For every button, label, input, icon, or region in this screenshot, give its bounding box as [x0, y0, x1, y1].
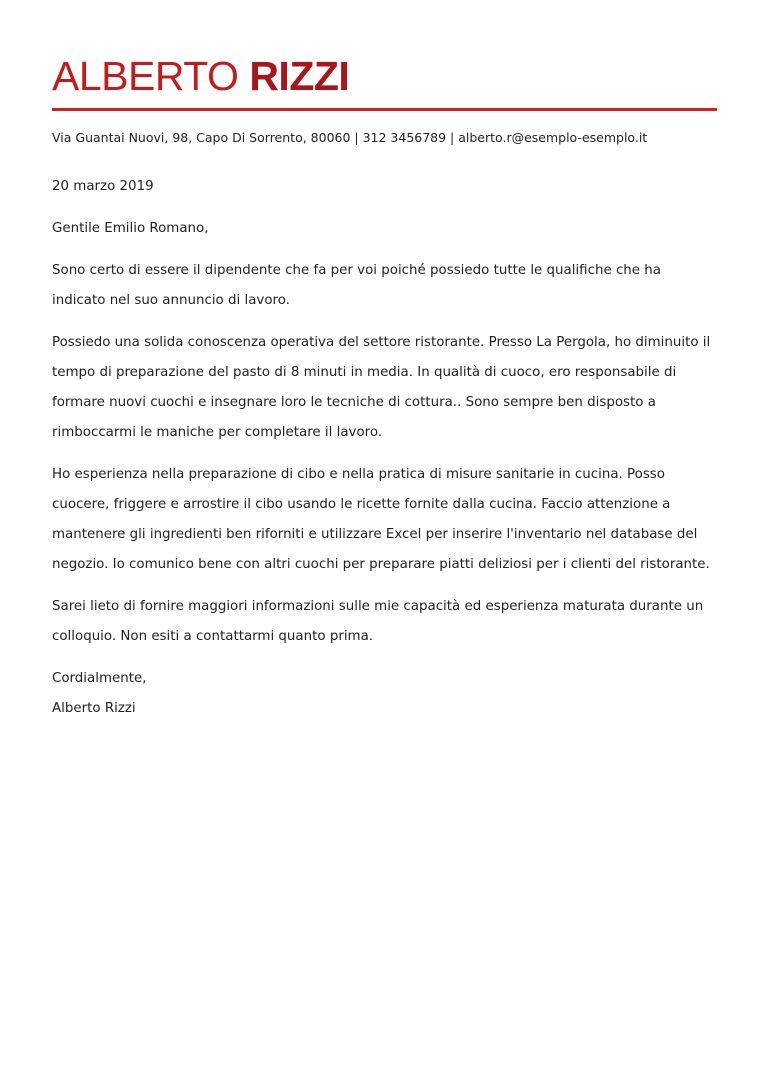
- last-name: RIZZI: [249, 53, 350, 99]
- letter-paragraph-closing: Sarei lieto di fornire maggiori informazioni sulle mie capacità ed esperienza maturata durante un colloquio. Non esiti a contattarmi quanto prima.: [52, 599, 704, 644]
- letter-closing: Cordialmente,: [52, 671, 147, 686]
- letter-paragraph-skills: Ho esperienza nella preparazione di cibo e nella pratica di misure sanitarie in cucina. Posso cuocere, friggere e arrostire il cibo usando le ricette fornite dalla cucina. Faccio attenzione a mantenere gli ingredienti ben riforniti e utilizzare Excel per inserire l'inventario nel database del negozio. Io comunico bene con altri cuochi per preparare piatti deliziosi per i clienti del ristorante.: [52, 467, 710, 572]
- letter-signature: Alberto Rizzi: [52, 701, 136, 716]
- applicant-name: [52, 52, 349, 100]
- letter-paragraph-intro: Sono certo di essere il dipendente che fa per voi poiché possiedo tutte le qualifiche che ha indicato nel suo annuncio di lavoro.: [52, 263, 661, 308]
- letter-date: 20 marzo 2019: [52, 179, 154, 194]
- first-name: ALBERTO: [52, 53, 239, 99]
- letter-paragraph-experience: Possiedo una solida conoscenza operativa del settore ristorante. Presso La Pergola, ho diminuito il tempo di preparazione del pasto di 8 minuti in media. In qualità di cuoco, ero responsabile di formare nuovi cuochi e insegnare loro le tecniche di cottura.. Sono sempre ben disposto a rimboccarmi le maniche per completare il lavoro.: [52, 335, 711, 440]
- signature-block: [52, 664, 716, 724]
- letter-body: [52, 172, 716, 724]
- header-divider: [52, 108, 717, 111]
- contact-line: Via Guantai Nuovi, 98, Capo Di Sorrento, 80060 | 312 3456789 | alberto.r@esemplo-esemplo.it: [52, 130, 648, 145]
- letter-greeting: Gentile Emilio Romano,: [52, 221, 209, 236]
